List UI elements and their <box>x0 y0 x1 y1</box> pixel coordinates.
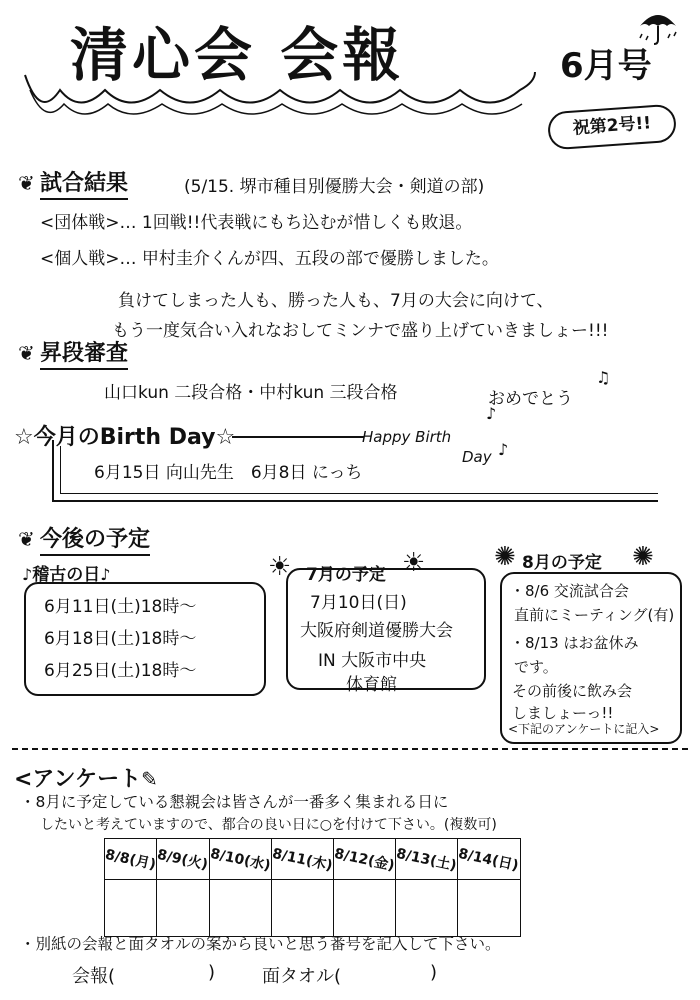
july-line-4: 体育館 <box>346 675 397 695</box>
practice-date-1: 6月11日(土)18時〜 <box>44 597 197 617</box>
newsletter-vote-close: ) <box>208 962 216 983</box>
pencil-icon: ✎ <box>141 767 158 791</box>
umbrella-icon <box>636 4 680 48</box>
towel-vote-close: ) <box>430 962 438 983</box>
sun-icon: ☀ <box>402 548 426 578</box>
firework-icon: ✺ <box>632 542 654 572</box>
wave-decoration <box>20 60 540 130</box>
sun-icon: ☀ <box>268 552 292 582</box>
dashed-divider <box>12 748 688 750</box>
survey-answer-cell[interactable] <box>334 880 396 937</box>
sprout-icon: ❦ <box>18 171 35 195</box>
august-title: 8月の予定 <box>522 553 602 573</box>
towel-vote-label: 面タオル( <box>262 966 342 987</box>
survey-date-cell: 8/11(木) <box>271 839 333 880</box>
august-line-1: ・8/6 交流試合会 <box>510 582 629 600</box>
august-line-7: <下記のアンケートに記入> <box>508 722 660 736</box>
newsletter-title: 清心会 会報 <box>70 21 405 89</box>
july-title: 7月の予定 <box>306 565 386 585</box>
survey-date-cell: 8/10(水) <box>209 839 271 880</box>
practice-date-2: 6月18日(土)18時〜 <box>44 629 197 649</box>
exam-heading-label: 昇段審査 <box>40 341 128 370</box>
survey-question-1-line2: したいと考えていますので、都合の良い日に○を付けて下さい。(複数可) <box>40 817 497 833</box>
sprout-icon: ❦ <box>18 341 35 365</box>
survey-question-1-line1: ・8月に予定している懇親会は皆さんが一番多く集まれる日に <box>20 793 449 811</box>
schedule-heading <box>18 522 150 553</box>
launch-badge: 祝第2号!! <box>547 104 677 151</box>
survey-answer-cell[interactable] <box>458 880 520 937</box>
survey-answer-cell[interactable] <box>209 880 271 937</box>
survey-answer-cell[interactable] <box>157 880 209 937</box>
firework-icon: ✺ <box>494 542 516 572</box>
august-line-5: その前後に飲み会 <box>512 682 633 700</box>
survey-date-table <box>104 838 521 937</box>
survey-question-2: ・別紙の会報と面タオルの案から良いと思う番号を記入して下さい。 <box>20 935 501 953</box>
exam-result: 山口kun 二段合格・中村kun 三段合格 <box>104 383 398 403</box>
survey-date-cell: 8/14(日) <box>458 839 520 880</box>
individual-result: <個人戦>… 甲村圭介くんが四、五段の部で優勝しました。 <box>40 249 499 269</box>
star-icon: ☆ <box>215 425 236 450</box>
issue-number: 6月号 <box>560 46 652 86</box>
music-note-icon: ♪ <box>486 404 497 423</box>
survey-heading <box>14 762 158 793</box>
survey-date-cell: 8/12(金) <box>334 839 396 880</box>
star-icon: ☆ <box>14 425 34 450</box>
july-line-3: IN 大阪市中央 <box>318 651 427 671</box>
survey-answer-cell[interactable] <box>105 880 157 937</box>
results-heading <box>18 166 128 197</box>
august-line-2: 直前にミーティング(有) <box>514 606 675 624</box>
birthday-list: 6月15日 向山先生 6月8日 にっち <box>94 463 363 483</box>
results-event: (5/15. 堺市種目別優勝大会・剣道の部) <box>184 177 485 197</box>
music-note-icon: ♫ <box>596 368 611 387</box>
july-line-2: 大阪府剣道優勝大会 <box>300 621 453 641</box>
birthday-heading-label: 今月のBirth Day <box>33 425 216 450</box>
survey-date-cell: 8/8(月) <box>105 839 157 880</box>
exam-heading <box>18 336 128 367</box>
results-message-2: もう一度気合い入れなおしてミンナで盛り上げていきましょー!!! <box>112 321 609 341</box>
survey-date-cell: 8/13(土) <box>396 839 458 880</box>
birthday-greeting-line1: Happy Birth <box>362 428 452 446</box>
practice-date-3: 6月25日(土)18時〜 <box>44 661 197 681</box>
towel-vote-field[interactable] <box>350 962 428 984</box>
birthday-greeting-line2: Day <box>462 448 492 466</box>
music-note-icon: ♪ <box>100 565 111 584</box>
practice-title-label: 稽古の日 <box>32 565 101 585</box>
schedule-heading-label: 今後の予定 <box>40 527 150 556</box>
music-note-icon: ♪ <box>22 565 33 584</box>
results-message-1: 負けてしまった人も、勝った人も、7月の大会に向けて、 <box>118 291 554 311</box>
august-line-3: ・8/13 はお盆休み <box>510 634 639 652</box>
birthday-rule <box>232 436 364 438</box>
august-line-6: しましょーっ!! <box>512 704 614 722</box>
survey-date-cell: 8/9(火) <box>157 839 209 880</box>
august-line-4: です。 <box>514 658 558 676</box>
survey-answer-cell[interactable] <box>271 880 333 937</box>
newsletter-vote-label: 会報( <box>72 966 116 987</box>
sprout-icon: ❦ <box>18 527 35 551</box>
newsletter-vote-field[interactable] <box>142 962 202 984</box>
survey-answer-cell[interactable] <box>396 880 458 937</box>
music-note-icon: ♪ <box>498 440 509 459</box>
results-heading-label: 試合結果 <box>40 171 128 200</box>
exam-congrats: おめでとう <box>488 389 573 409</box>
july-line-1: 7月10日(日) <box>310 593 407 613</box>
survey-heading-label: <アンケート <box>14 767 142 792</box>
team-result: <団体戦>… 1回戦!!代表戦にもち込むが惜しくも敗退。 <box>40 213 473 233</box>
